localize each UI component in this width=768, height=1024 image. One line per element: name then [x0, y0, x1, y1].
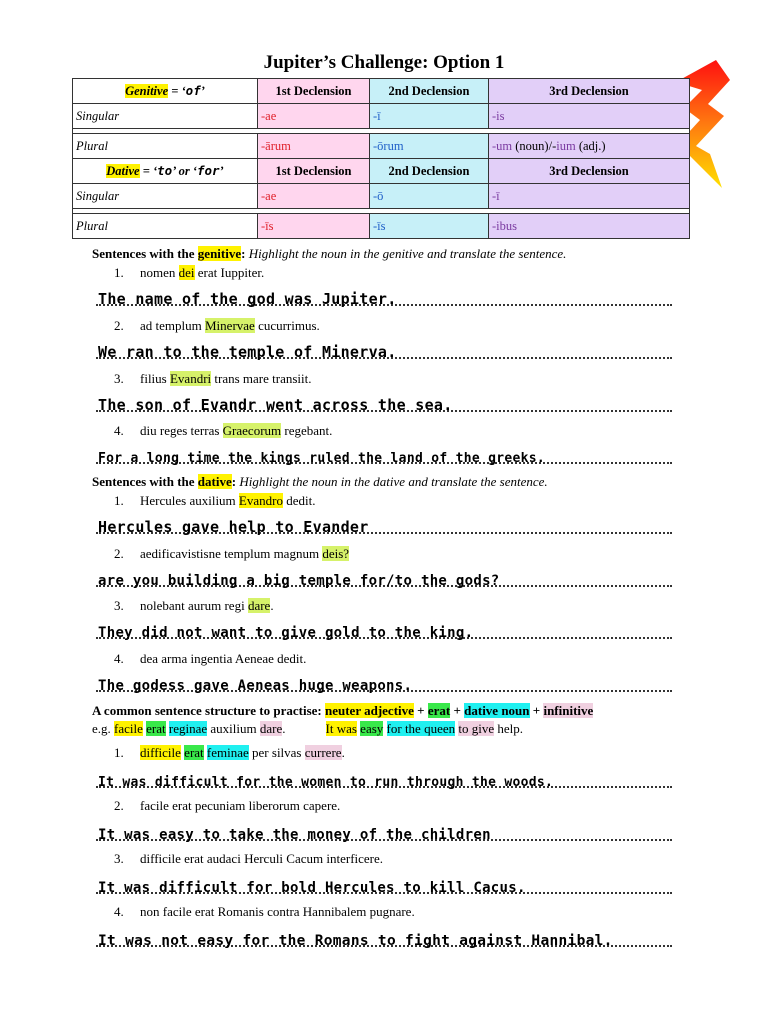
answer-line[interactable]: The godess gave Aeneas huge weapons. [96, 670, 672, 696]
ending: -is [489, 104, 690, 129]
answer-line[interactable]: It was not easy for the Romans to fight against Hannibal. [96, 925, 672, 951]
ending: -um (noun)/-ium (adj.) [489, 134, 690, 159]
ending: -ibus [489, 214, 690, 239]
answer-line[interactable]: It was difficult for bold Hercules to kill Cacus. [96, 872, 672, 898]
dative-label: Dative = ‘to’ or ‘for’ [73, 159, 258, 184]
ending: -ārum [258, 134, 370, 159]
header-1st: 1st Declension [258, 159, 370, 184]
structure-heading: A common sentence structure to practise: neuter adjective + erat + dative noun + infinitive [92, 703, 594, 718]
ending: -ae [258, 184, 370, 209]
header-1st: 1st Declension [258, 79, 370, 104]
row-label: Plural [73, 134, 258, 159]
page-title: Jupiter’s Challenge: Option 1 [263, 52, 505, 73]
answer-line[interactable]: It was easy to take the money of the children [96, 819, 672, 845]
header-3rd: 3rd Declension [489, 159, 690, 184]
list-item: 2. ad templum Minervae cucurrimus. [114, 318, 320, 333]
row-label: Plural [73, 214, 258, 239]
answer-line[interactable]: For a long time the kings ruled the land of the greeks. [96, 442, 672, 468]
answer-line[interactable]: Hercules gave help to Evander [96, 512, 672, 538]
header-2nd: 2nd Declension [370, 159, 489, 184]
ending: -īs [370, 214, 489, 239]
list-item: 1. Hercules auxilium Evandro dedit. [114, 493, 316, 508]
dative-section-heading: Sentences with the dative: Highlight the noun in the dative and translate the sentence. [92, 474, 548, 489]
answer-line[interactable]: The son of Evandr went across the sea. [96, 390, 672, 416]
answer-line[interactable]: are you building a big temple for/to the gods? [96, 565, 672, 591]
list-item: 3. difficile erat audaci Herculi Cacum interficere. [114, 851, 384, 866]
structure-example: e.g. facile erat reginae auxilium dare. It was easy for the queen to give help. [92, 721, 524, 736]
list-item: 3. nolebant aurum regi dare. [114, 598, 274, 613]
ending: -ōrum [370, 134, 489, 159]
answer-line[interactable]: They did not want to give gold to the king. [96, 617, 672, 643]
ending: -ae [258, 104, 370, 129]
ending: -ī [489, 184, 690, 209]
ending: -īs [258, 214, 370, 239]
header-2nd: 2nd Declension [370, 79, 489, 104]
list-item: 1. difficile erat feminae per silvas currere. [114, 745, 345, 760]
list-item: 4. diu reges terras Graecorum regebant. [114, 423, 333, 438]
genitive-table [72, 78, 690, 159]
header-3rd: 3rd Declension [489, 79, 690, 104]
row-label: Singular [73, 104, 258, 129]
list-item: 4. dea arma ingentia Aeneae dedit. [114, 651, 307, 666]
answer-line[interactable]: The name of the god was Jupiter. [96, 284, 672, 310]
dative-table [72, 158, 690, 239]
list-item: 2. facile erat pecuniam liberorum capere. [114, 798, 341, 813]
answer-line[interactable]: It was difficult for the women to run through the woods. [96, 766, 672, 792]
list-item: 4. non facile erat Romanis contra Hannibalem pugnare. [114, 904, 415, 919]
list-item: 1. nomen dei erat Iuppiter. [114, 265, 265, 280]
genitive-section-heading: Sentences with the genitive: Highlight the noun in the genitive and translate the sentence. [92, 246, 567, 261]
ending: -ō [370, 184, 489, 209]
answer-line[interactable]: We ran to the temple of Minerva. [96, 337, 672, 363]
ending: -ī [370, 104, 489, 129]
row-label: Singular [73, 184, 258, 209]
genitive-label: Genitive = ‘of’ [73, 79, 258, 104]
list-item: 2. aedificavistisne templum magnum deis? [114, 546, 350, 561]
list-item: 3. filius Evandri trans mare transiit. [114, 371, 312, 386]
